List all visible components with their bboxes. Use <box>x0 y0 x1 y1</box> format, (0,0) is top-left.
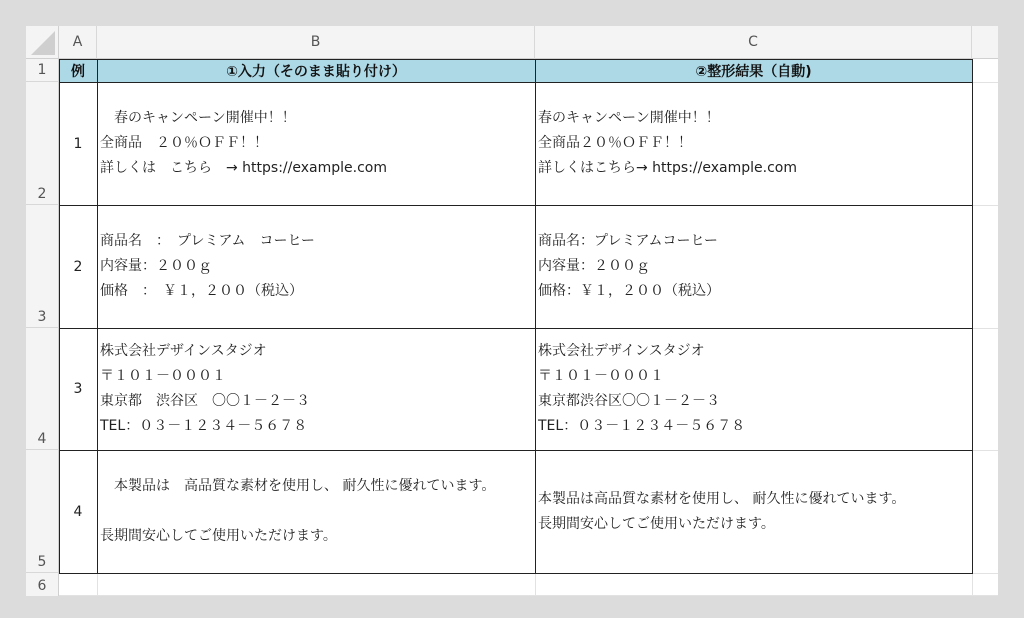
input-cell[interactable] <box>97 450 535 573</box>
select-all-triangle-icon <box>31 31 55 55</box>
cell-line: 商品名：プレミアムコーヒー <box>538 233 718 249</box>
table-border <box>97 59 98 574</box>
cell-line: 商品名 ： プレミアム コーヒー <box>100 233 315 249</box>
table-border <box>59 59 60 574</box>
cell-line: 東京都 渋谷区 〇〇１－２－３ <box>100 393 310 409</box>
row-header-6[interactable]: 6 <box>26 573 59 596</box>
table-border <box>59 59 973 60</box>
row-header-3[interactable]: 3 <box>26 205 59 328</box>
cell-line: 春のキャンペーン開催中！！ <box>538 110 720 126</box>
row-header-2[interactable]: 2 <box>26 82 59 205</box>
table-border <box>59 573 973 574</box>
example-number-cell[interactable]: 1 <box>73 135 83 152</box>
table-border <box>972 59 973 574</box>
cell-line: 内容量：２００ｇ <box>538 258 650 274</box>
output-cell[interactable] <box>535 205 972 328</box>
cell-line: TEL：０３－１２３４－５６７８ <box>538 418 746 434</box>
input-cell[interactable] <box>97 82 535 205</box>
table-border <box>59 450 973 451</box>
table-border <box>59 205 973 206</box>
cell-line: 詳しくはこちら→ https://example.com <box>538 160 797 176</box>
output-cell[interactable] <box>535 328 972 450</box>
cell-line: 価格 ： ￥１，２００（税込） <box>100 283 303 299</box>
row-header-5[interactable]: 5 <box>26 450 59 573</box>
row-header-1[interactable]: 1 <box>26 59 59 82</box>
cell-line: 本製品は高品質な素材を使用し、 耐久性に優れています。 <box>538 490 906 507</box>
example-number-cell[interactable]: 3 <box>73 381 83 397</box>
column-header-b[interactable]: B <box>97 26 535 59</box>
cell-line: 内容量：２００ｇ <box>100 258 212 274</box>
row-header-4[interactable]: 4 <box>26 328 59 450</box>
table-border <box>59 82 973 83</box>
header-cell-input[interactable]: ①入力（そのまま貼り付け） <box>97 59 535 82</box>
cell-line: 本製品は 高品質な素材を使用し、 耐久性に優れています。 <box>100 478 496 494</box>
header-cell-example[interactable]: 例 <box>59 59 97 82</box>
cell-line: TEL：０３－１２３４－５６７８ <box>100 418 308 434</box>
cell-line <box>100 499 535 524</box>
column-header-c[interactable]: C <box>535 26 972 59</box>
example-number-cell[interactable]: 2 <box>73 258 83 275</box>
cell-line: 〒１０１－０００１ <box>100 368 226 384</box>
table-border <box>59 328 973 329</box>
cell-line: 株式会社デザインスタジオ <box>100 343 267 359</box>
cell-line: 長期間安心してご使用いただけます。 <box>100 528 337 544</box>
cell-line: 全商品２０％ＯＦＦ！！ <box>538 135 692 151</box>
output-cell[interactable] <box>535 82 972 205</box>
table-border <box>535 59 536 574</box>
output-cell[interactable] <box>535 450 972 573</box>
cell-line: 東京都渋谷区〇〇１－２－３ <box>538 393 720 409</box>
spreadsheet[interactable] <box>26 26 998 596</box>
cell-line: 春のキャンペーン開催中！！ <box>100 110 296 126</box>
example-number-cell[interactable]: 4 <box>73 503 83 520</box>
cell-line: 全商品 ２０％ＯＦＦ！！ <box>100 135 268 151</box>
cell-line: 長期間安心してご使用いただけます。 <box>538 515 775 532</box>
cell-line: 〒１０１－０００１ <box>538 368 664 384</box>
column-header-d[interactable] <box>972 26 998 59</box>
column-header-a[interactable]: A <box>59 26 97 59</box>
input-cell[interactable] <box>97 328 535 450</box>
header-cell-output[interactable]: ②整形結果（自動) <box>535 59 972 82</box>
cell-line: 株式会社デザインスタジオ <box>538 343 705 359</box>
select-all-corner[interactable] <box>26 26 59 59</box>
cell-line: 価格：￥１，２００（税込） <box>538 283 720 299</box>
cell-line: 詳しくは こちら → https://example.com <box>100 160 387 176</box>
input-cell[interactable] <box>97 205 535 328</box>
